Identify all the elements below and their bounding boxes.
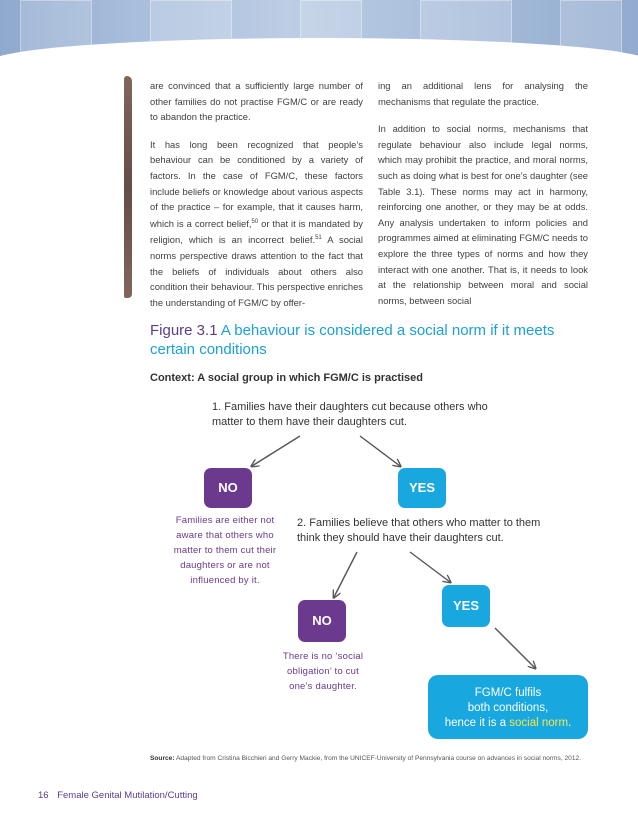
page-number: 16 <box>38 790 49 801</box>
figure-number: Figure 3.1 <box>150 322 218 339</box>
result-line: hence it is a social norm. <box>444 717 572 729</box>
paragraph: are convinced that a sufficiently large number of other families do not practise FGM/C or are ready to abandon the practice. <box>150 80 363 123</box>
arrow-q2-yes <box>410 552 450 582</box>
social-norm-highlight: social norm <box>509 717 569 729</box>
paragraph: In addition to social norms, mechanisms that regulate behaviour also include legal norms, which may prohibit the practice, and moral norms, such as doing what is best for one’s daughter (see Table 3.1). These norms may act in harmony, reinforcing one another, or they may be at odds. Any analysis undertaken to inform policies and programmes aimed at eliminating FGM/C needs to explore the three types of norms and how they interact with one another. That is, it needs to look at the relationship between moral and social norms, between social <box>378 123 588 306</box>
yes-badge: YES <box>442 585 490 627</box>
arrow-to-result <box>495 628 535 668</box>
figure-caption: A behaviour is considered a social norm if it meets certain conditions <box>150 322 555 358</box>
figure-source: Source: Adapted from Cristina Bicchieri and Gerry Mackie, from the UNICEF-University of Pennsylvania course on advances in social norms, 2012. <box>150 755 581 762</box>
result-box <box>428 675 588 739</box>
no-outcome-note: There is no ‘social obligation’ to cut one’s daughter. <box>282 651 364 692</box>
result-line: FGM/C fulfils <box>474 687 542 699</box>
result-line: both conditions, <box>467 702 549 714</box>
footnote-ref[interactable]: 51 <box>315 235 322 242</box>
arrow-q1-yes <box>360 436 400 466</box>
footnote-ref[interactable]: 50 <box>251 218 259 225</box>
condition-1: 1. Families have their daughters cut because others who matter to them have their daughters cut. <box>212 401 488 428</box>
arrow-q1-no <box>252 436 300 466</box>
figure-context: Context: A social group in which FGM/C is practised <box>150 372 423 384</box>
no-outcome-note: Families are either not aware that others who matter to them cut their daughters or are not influenced by it. <box>173 515 277 586</box>
yes-badge: YES <box>398 468 446 508</box>
condition-2: 2. Families believe that others who matter to them think they should have their daughters cut. <box>297 517 541 544</box>
page-footer <box>38 790 198 801</box>
running-title: Female Genital Mutilation/Cutting <box>57 790 198 801</box>
paragraph: It has long been recognized that people’s behaviour can be conditioned by a variety of factors. In the case of FGM/C, these factors include beliefs or knowledge about various aspects of the practice – for example, that it causes harm, which is a correct belief,$^{50}$ or that it is mandated by religion, which is an incorrect belief.$^{51}$ A social norms perspective draws attention to the fact that the beliefs of individuals about others also condition their behaviour. This perspective enriches the understanding of FGM/C by offer- <box>150 138 363 308</box>
paragraph: ing an additional lens for analysing the mechanisms that regulate the practice. <box>378 80 588 107</box>
no-badge: NO <box>204 468 252 508</box>
arrow-q2-no <box>334 552 357 597</box>
no-badge: NO <box>298 600 346 642</box>
